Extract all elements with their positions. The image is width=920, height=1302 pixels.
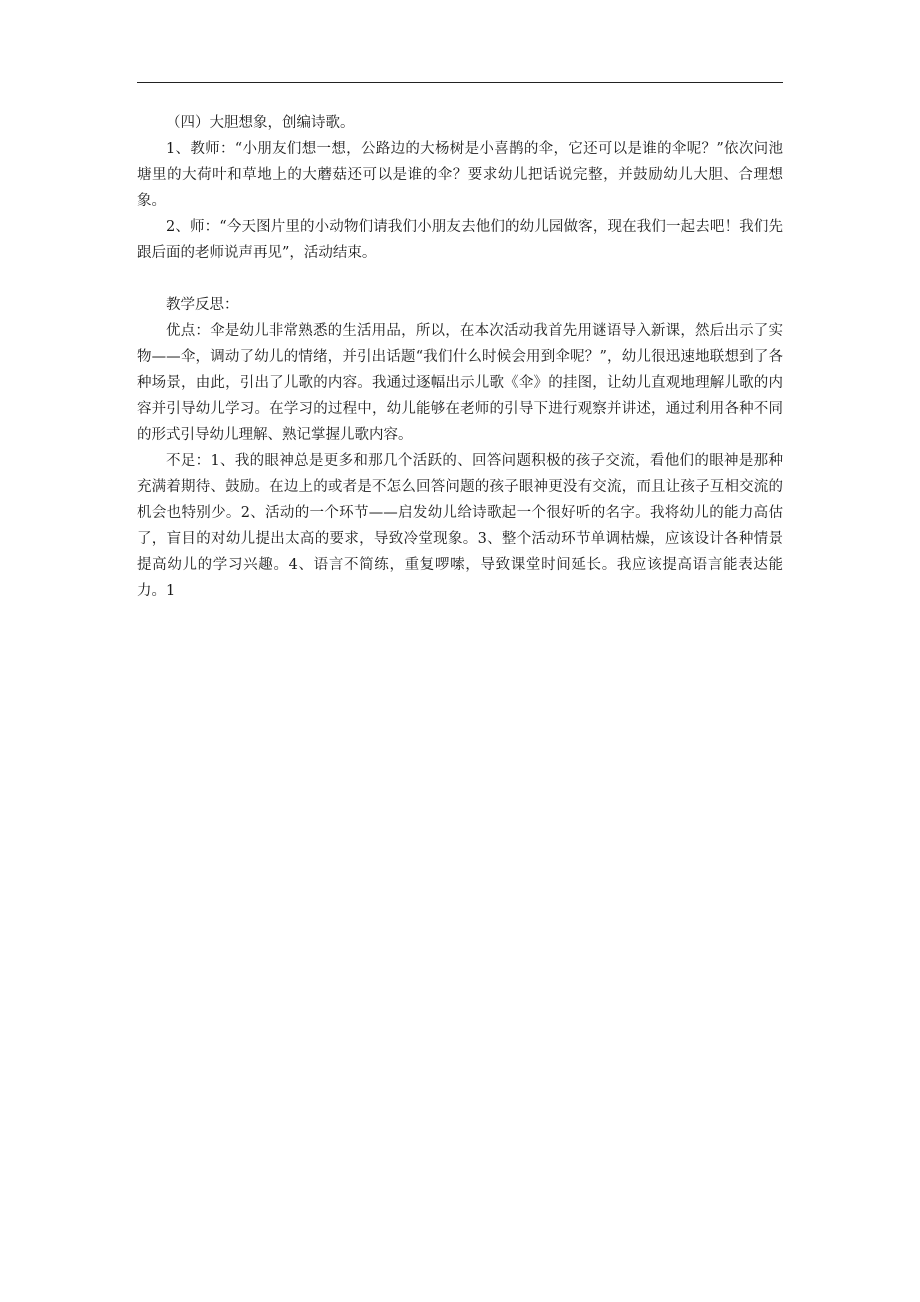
reflection-strengths: 优点：伞是幼儿非常熟悉的生活用品，所以，在本次活动我首先用谜语导入新课，然后出示了实物——伞，调动了幼儿的情绪，并引出话题“我们什么时候会用到伞呢？”，幼儿很迅速地联想到了各种场景，由此，引出了儿歌的内容。我通过逐幅出示儿歌《伞》的挂图，让幼儿直观地理解儿歌的内容并引导幼儿学习。在学习的过程中，幼儿能够在老师的引导下进行观察并讲述，通过利用各种不同的形式引导幼儿理解、熟记掌握儿歌内容。 — [137, 323, 783, 443]
paragraph-teacher-question: 1、教师：“小朋友们想一想，公路边的大杨树是小喜鹊的伞，它还可以是谁的伞呢？”依次问池塘里的大荷叶和草地上的大蘑菇还可以是谁的伞？要求幼儿把话说完整，并鼓励幼儿大胆、合理想象。 — [137, 141, 783, 209]
paragraph-activity-end: 2、师：“今天图片里的小动物们请我们小朋友去他们的幼儿园做客，现在我们一起去吧！我们先跟后面的老师说声再见”，活动结束。 — [137, 219, 783, 261]
section-heading: （四）大胆想象，创编诗歌。 — [166, 115, 355, 131]
paragraph-spacer — [137, 266, 783, 292]
document-body — [137, 110, 783, 604]
reflection-weaknesses: 不足：1、我的眼神总是更多和那几个活跃的、回答问题积极的孩子交流，看他们的眼神是那种充满着期待、鼓励。在边上的或者是不怎么回答问题的孩子眼神更没有交流，而且让孩子互相交流的机会也特别少。2、活动的一个环节——启发幼儿给诗歌起一个很好听的名字。我将幼儿的能力高估了，盲目的对幼儿提出太高的要求，导致冷堂现象。3、整个活动环节单调枯燥，应该设计各种情景提高幼儿的学习兴趣。4、语言不简练，重复啰嗦，导致课堂时间延长。我应该提高语言能表达能力。1 — [137, 453, 783, 599]
header-divider — [137, 82, 783, 83]
reflection-heading: 教学反思： — [166, 297, 239, 313]
